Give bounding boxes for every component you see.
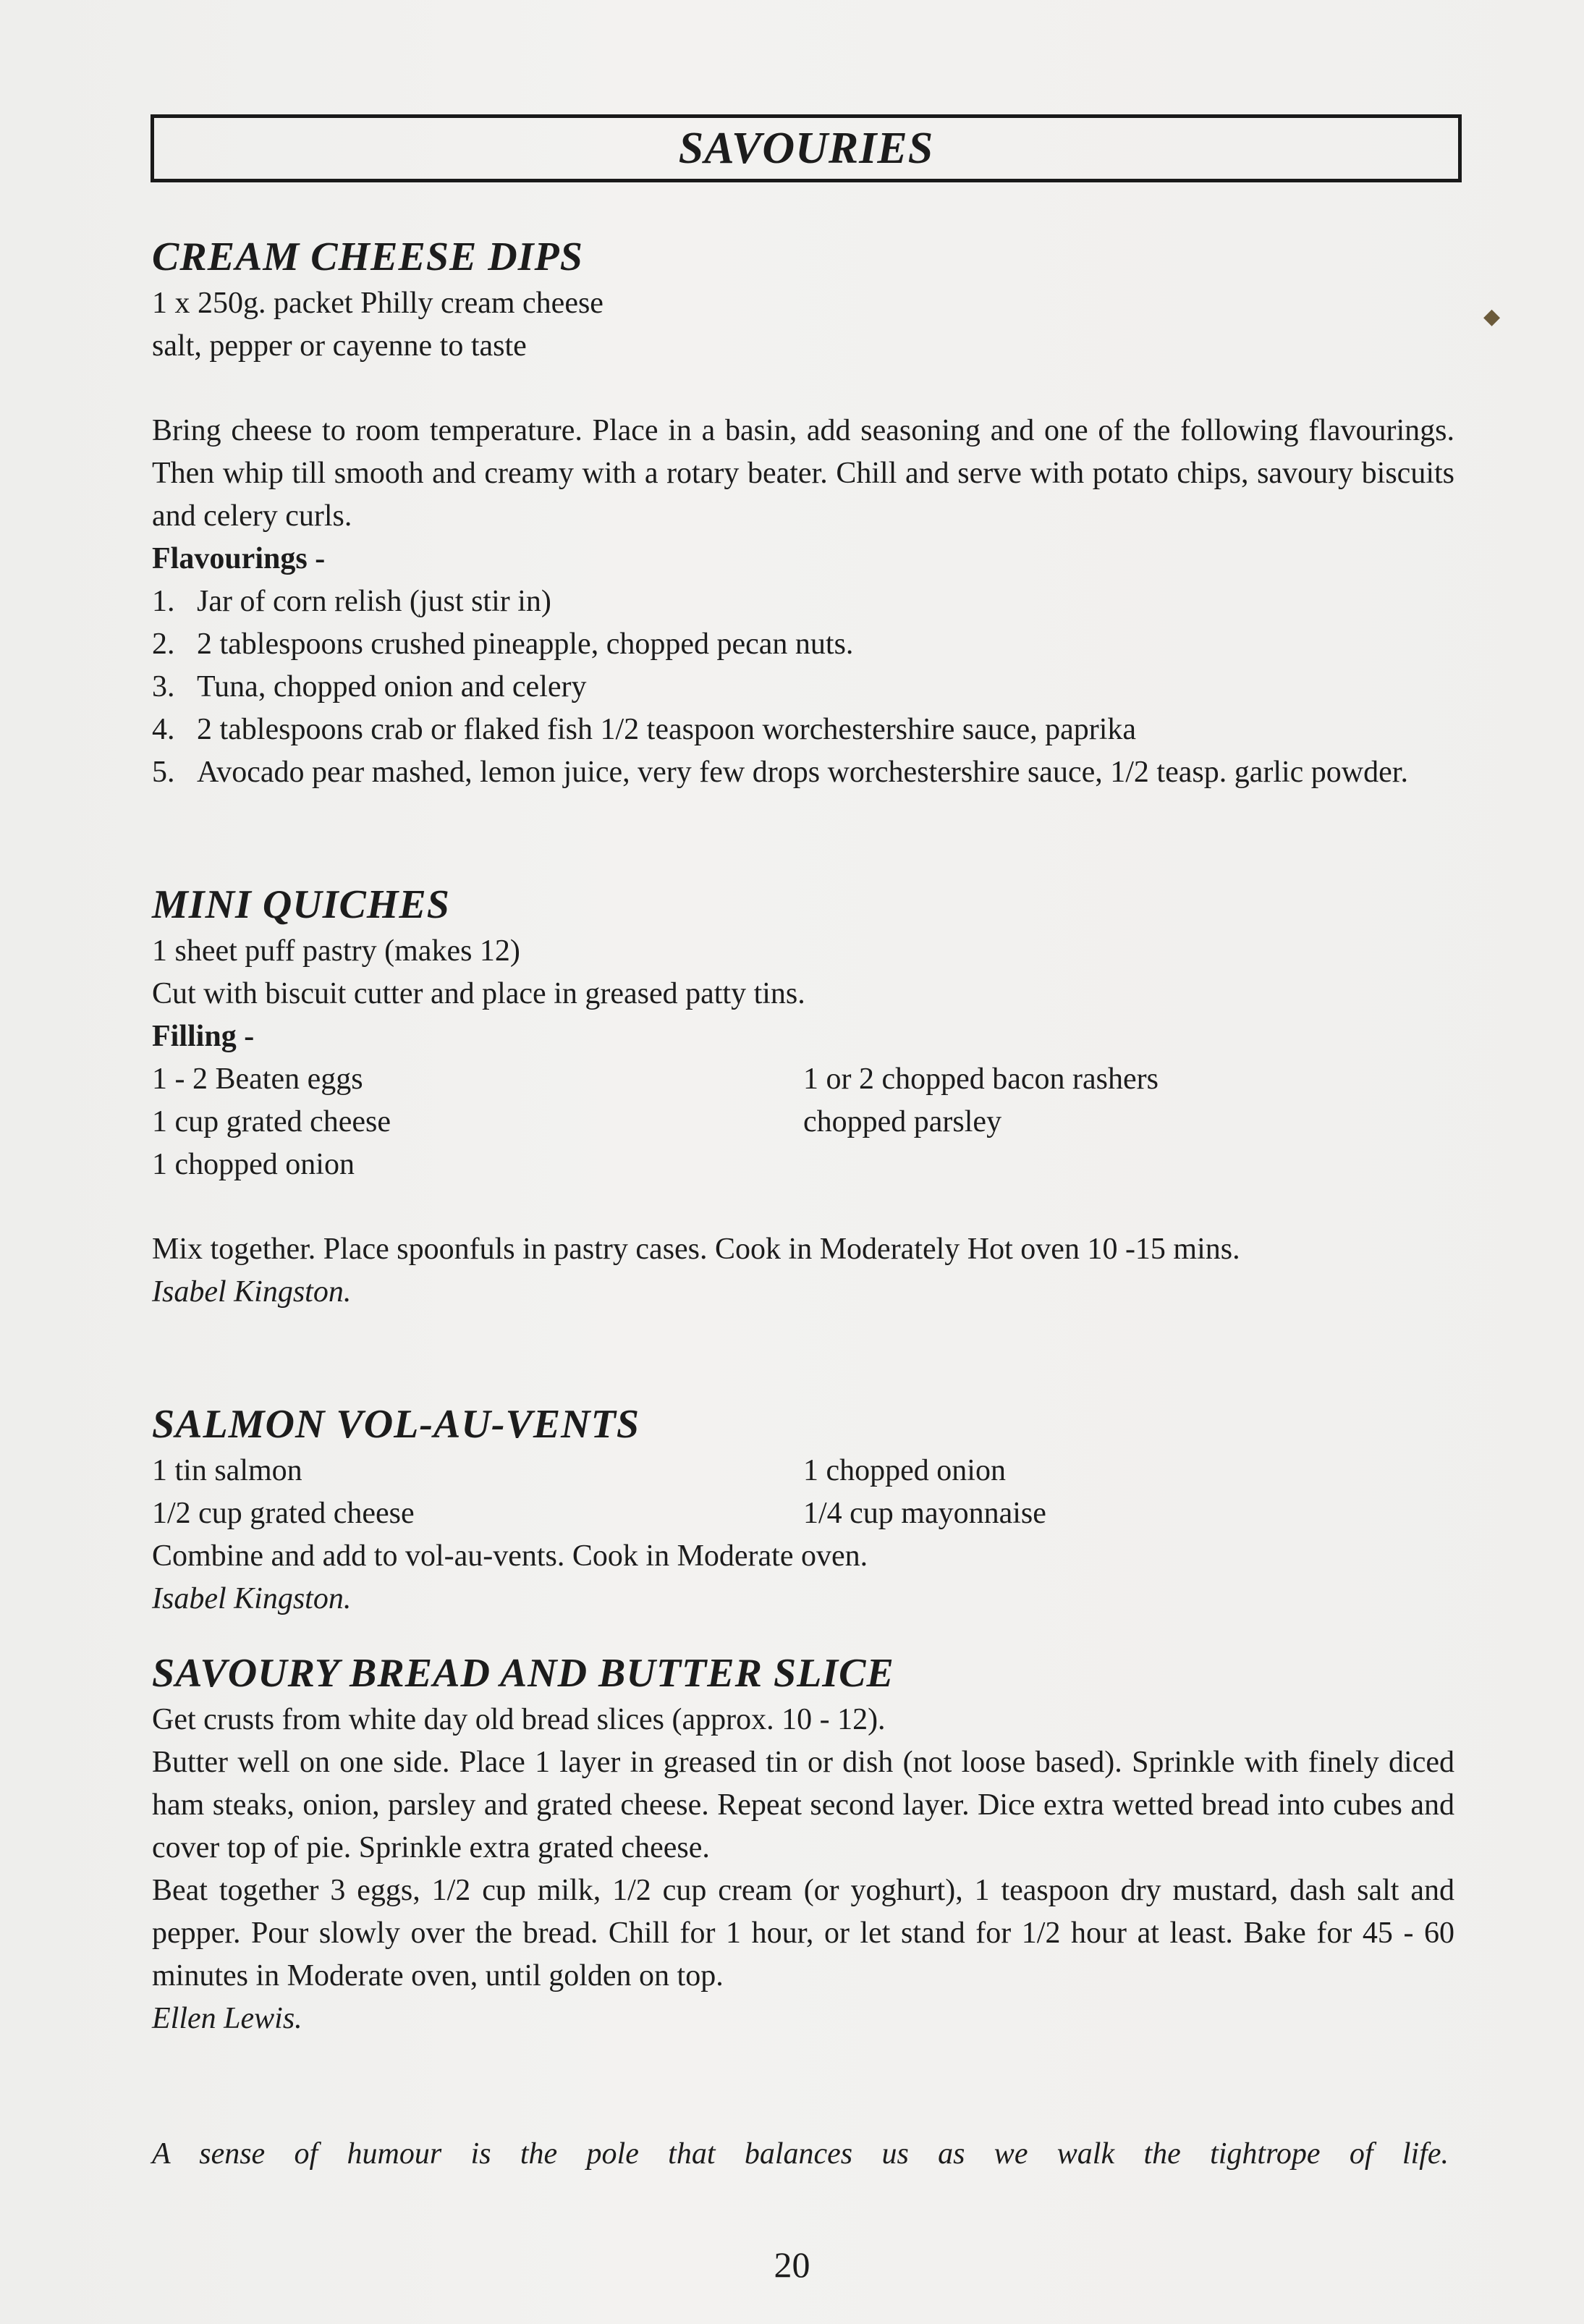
ingredient-line: 1 or 2 chopped bacon rashers [803,1062,1159,1096]
section-title: SAVOURIES [678,123,934,173]
method-text: Combine and add to vol-au-vents. Cook in Moderate oven. [152,1539,868,1573]
list-item: 3. Tuna, chopped onion and celery [152,670,587,703]
ingredient-line: 1 tin salmon [152,1454,302,1487]
ingredient-line: 1 - 2 Beaten eggs [152,1062,363,1096]
filling-label: Filling - [152,1020,255,1053]
recipes-content [152,232,1454,2040]
recipe-salmon-vol-au-vents [152,1399,1454,1621]
section-title-box [151,114,1462,182]
flavourings-label: Flavourings - [152,542,326,575]
list-item: 5. Avocado pear mashed, lemon juice, very few drops worchestershire sauce, 1/2 teasp. garlic powder. [152,756,1408,789]
recipe-title: MINI QUICHES [152,882,450,927]
recipe-savoury-bread-slice [152,1648,1454,2040]
method-text: Beat together 3 eggs, 1/2 cup milk, 1/2 cup cream (or yoghurt), 1 teaspoon dry mustard, dash salt and pepper. Pour slowly over the bread. Chill for 1 hour, or let stand for 1/2 hour at least. Bake for 45 - 60 minutes in Moderate oven, until golden on top. [152,1874,1454,1993]
filling-list [152,1058,1454,1186]
ingredient-line: salt, pepper or cayenne to taste [152,329,527,363]
recipe-cream-cheese-dips [152,232,1454,794]
recipe-mini-quiches [152,879,1454,1314]
recipe-credit: Ellen Lewis. [152,2002,302,2035]
ingredient-list [152,1450,1454,1535]
recipe-credit: Isabel Kingston. [152,1275,352,1309]
ingredient-line: 1/2 cup grated cheese [152,1497,415,1530]
method-text: Mix together. Place spoonfuls in pastry cases. Cook in Moderately Hot oven 10 -15 mins. [152,1233,1240,1266]
list-item: 4. 2 tablespoons crab or flaked fish 1/2 teaspoon worchestershire sauce, paprika [152,713,1137,746]
ingredient-line: 1 chopped onion [152,1148,355,1181]
ingredient-line: chopped parsley [803,1105,1002,1138]
recipe-title: SAVOURY BREAD AND BUTTER SLICE [152,1651,894,1696]
recipe-title: SALMON VOL-AU-VENTS [152,1402,640,1447]
ingredient-line [803,1144,1454,1186]
ingredient-line: 1/4 cup mayonnaise [803,1497,1046,1530]
flavourings-list [152,580,1454,794]
page-number: 20 [774,2244,810,2285]
method-text: Bring cheese to room temperature. Place in a basin, add seasoning and one of the following flavourings. Then whip till smooth and creamy with a rotary beater. Chill and serve with potato chips, savoury biscuits and celery curls. [152,414,1454,533]
ingredient-line: 1 sheet puff pastry (makes 12) [152,934,520,968]
ingredient-line: 1 x 250g. packet Philly cream cheese [152,287,603,320]
footer-quote: A sense of humour is the pole that balances us as we walk the tightrope of life. [152,2137,1449,2171]
recipe-title: CREAM CHEESE DIPS [152,234,583,279]
recipe-credit: Isabel Kingston. [152,1582,352,1615]
ingredient-line: 1 cup grated cheese [152,1105,391,1138]
list-item: 2. 2 tablespoons crushed pineapple, chopped pecan nuts. [152,628,854,661]
stray-mark: ◆ [1483,305,1501,329]
ingredient-line: 1 chopped onion [803,1454,1006,1487]
method-text: Butter well on one side. Place 1 layer in greased tin or dish (not loose based). Sprinkle with finely diced ham steaks, onion, parsley and grated cheese. Repeat second layer. Dice extra wetted bread into cubes and cover top of pie. Sprinkle extra grated cheese. [152,1746,1454,1864]
instruction-line: Get crusts from white day old bread slices (approx. 10 - 12). [152,1703,886,1736]
list-item: 1. Jar of corn relish (just stir in) [152,585,551,618]
instruction-line: Cut with biscuit cutter and place in greased patty tins. [152,977,805,1010]
